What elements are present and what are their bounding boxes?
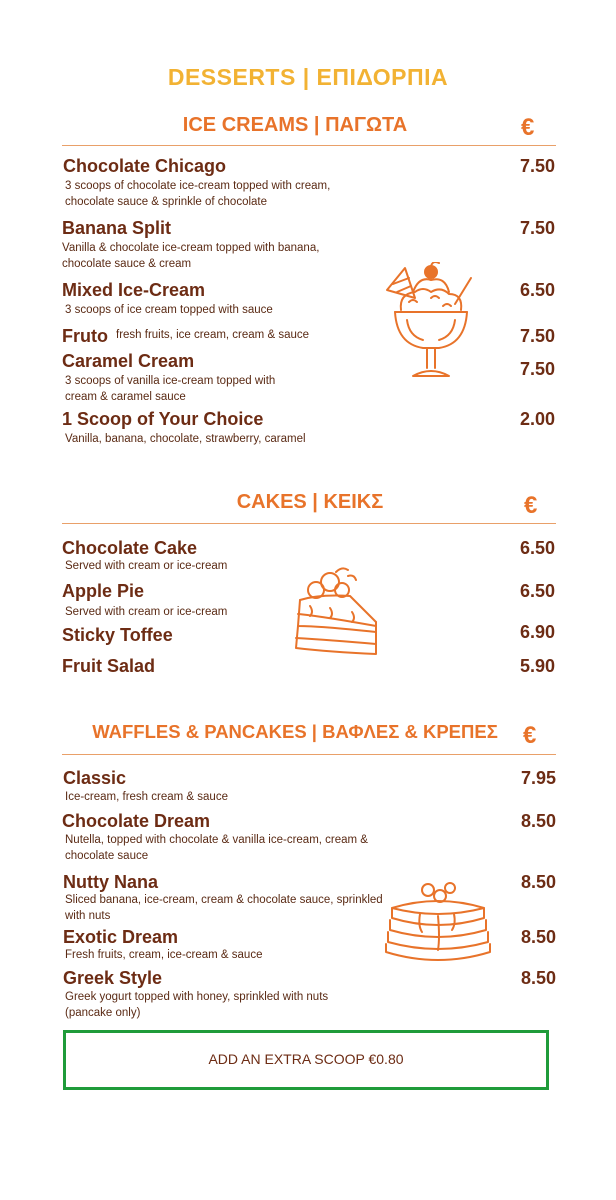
item-description: 3 scoops of chocolate ice-cream topped with cream, chocolate sauce & sprinkle of chocolate bbox=[65, 180, 331, 208]
item-price: 7.50 bbox=[519, 218, 555, 238]
item-name: Chocolate Chicago bbox=[63, 156, 227, 176]
item-price: 2.00 bbox=[519, 409, 555, 429]
item-name: Apple Pie bbox=[62, 581, 145, 601]
item-name: Nutty Nana bbox=[63, 872, 159, 892]
item-price: 6.90 bbox=[519, 622, 555, 642]
menu-title: DESSERTS | ΕΠΙΔΟΡΠΙΑ bbox=[167, 64, 449, 90]
item-description: 3 scoops of ice cream topped with sauce bbox=[65, 304, 273, 316]
item-description: Served with cream or ice-cream bbox=[65, 560, 228, 572]
currency-header: € bbox=[521, 114, 535, 141]
pancake-stack-icon bbox=[380, 880, 496, 970]
cake-slice-icon bbox=[290, 566, 386, 660]
section-title-ice-creams: ICE CREAMS | ΠΑΓΩΤΑ bbox=[182, 114, 408, 136]
item-price: 5.90 bbox=[519, 656, 555, 676]
item-price: 8.50 bbox=[520, 968, 556, 988]
section-divider bbox=[62, 145, 556, 146]
item-price: 7.50 bbox=[519, 359, 555, 379]
item-name: 1 Scoop of Your Choice bbox=[62, 409, 264, 429]
item-price: 8.50 bbox=[520, 872, 556, 892]
extra-scoop-note: ADD AN EXTRA SCOOP €0.80 bbox=[63, 1030, 549, 1090]
section-divider bbox=[62, 523, 556, 524]
item-name: Exotic Dream bbox=[63, 927, 179, 947]
item-name: Mixed Ice-Cream bbox=[62, 280, 206, 300]
item-name: Caramel Cream bbox=[62, 351, 195, 371]
item-name: Fruto bbox=[62, 326, 108, 346]
item-name: Sticky Toffee bbox=[62, 625, 173, 645]
item-name: Banana Split bbox=[62, 218, 172, 238]
item-description: Ice-cream, fresh cream & sauce bbox=[65, 791, 228, 803]
item-description: Vanilla & chocolate ice-cream topped with banana, chocolate sauce & cream bbox=[62, 242, 320, 270]
item-description: Greek yogurt topped with honey, sprinkled with nuts (pancake only) bbox=[65, 991, 329, 1019]
item-price: 6.50 bbox=[519, 581, 555, 601]
item-price: 7.50 bbox=[519, 326, 555, 346]
item-price: 8.50 bbox=[520, 811, 556, 831]
item-name: Classic bbox=[63, 768, 127, 788]
item-description: Vanilla, banana, chocolate, strawberry, caramel bbox=[65, 433, 306, 445]
section-title-cakes: CAKES | ΚΕΙΚΣ bbox=[236, 491, 384, 513]
item-description: 3 scoops of vanilla ice-cream topped with cream & caramel sauce bbox=[65, 375, 276, 403]
item-description: Served with cream or ice-cream bbox=[65, 606, 228, 618]
item-name: Chocolate Dream bbox=[62, 811, 211, 831]
ice-cream-sundae-icon bbox=[383, 262, 479, 384]
section-divider bbox=[62, 754, 556, 755]
item-price: 6.50 bbox=[519, 538, 555, 558]
currency-header: € bbox=[523, 722, 537, 749]
item-price: 6.50 bbox=[519, 280, 555, 300]
item-description: Nutella, topped with chocolate & vanilla ice-cream, cream & chocolate sauce bbox=[65, 834, 368, 862]
item-name: Chocolate Cake bbox=[62, 538, 198, 558]
item-price: 7.95 bbox=[520, 768, 556, 788]
item-price: 7.50 bbox=[519, 156, 555, 176]
item-price: 8.50 bbox=[520, 927, 556, 947]
item-description: Fresh fruits, cream, ice-cream & sauce bbox=[65, 949, 263, 961]
currency-header: € bbox=[524, 492, 538, 519]
section-title-waffles-pancakes: WAFFLES & PANCAKES | ΒΑΦΛΕΣ & ΚΡΕΠΕΣ bbox=[92, 721, 498, 742]
item-name: Greek Style bbox=[63, 968, 163, 988]
item-name: Fruit Salad bbox=[62, 656, 156, 676]
item-description: fresh fruits, ice cream, cream & sauce bbox=[116, 329, 310, 341]
item-description: Sliced banana, ice-cream, cream & chocolate sauce, sprinkled with nuts bbox=[65, 894, 383, 922]
